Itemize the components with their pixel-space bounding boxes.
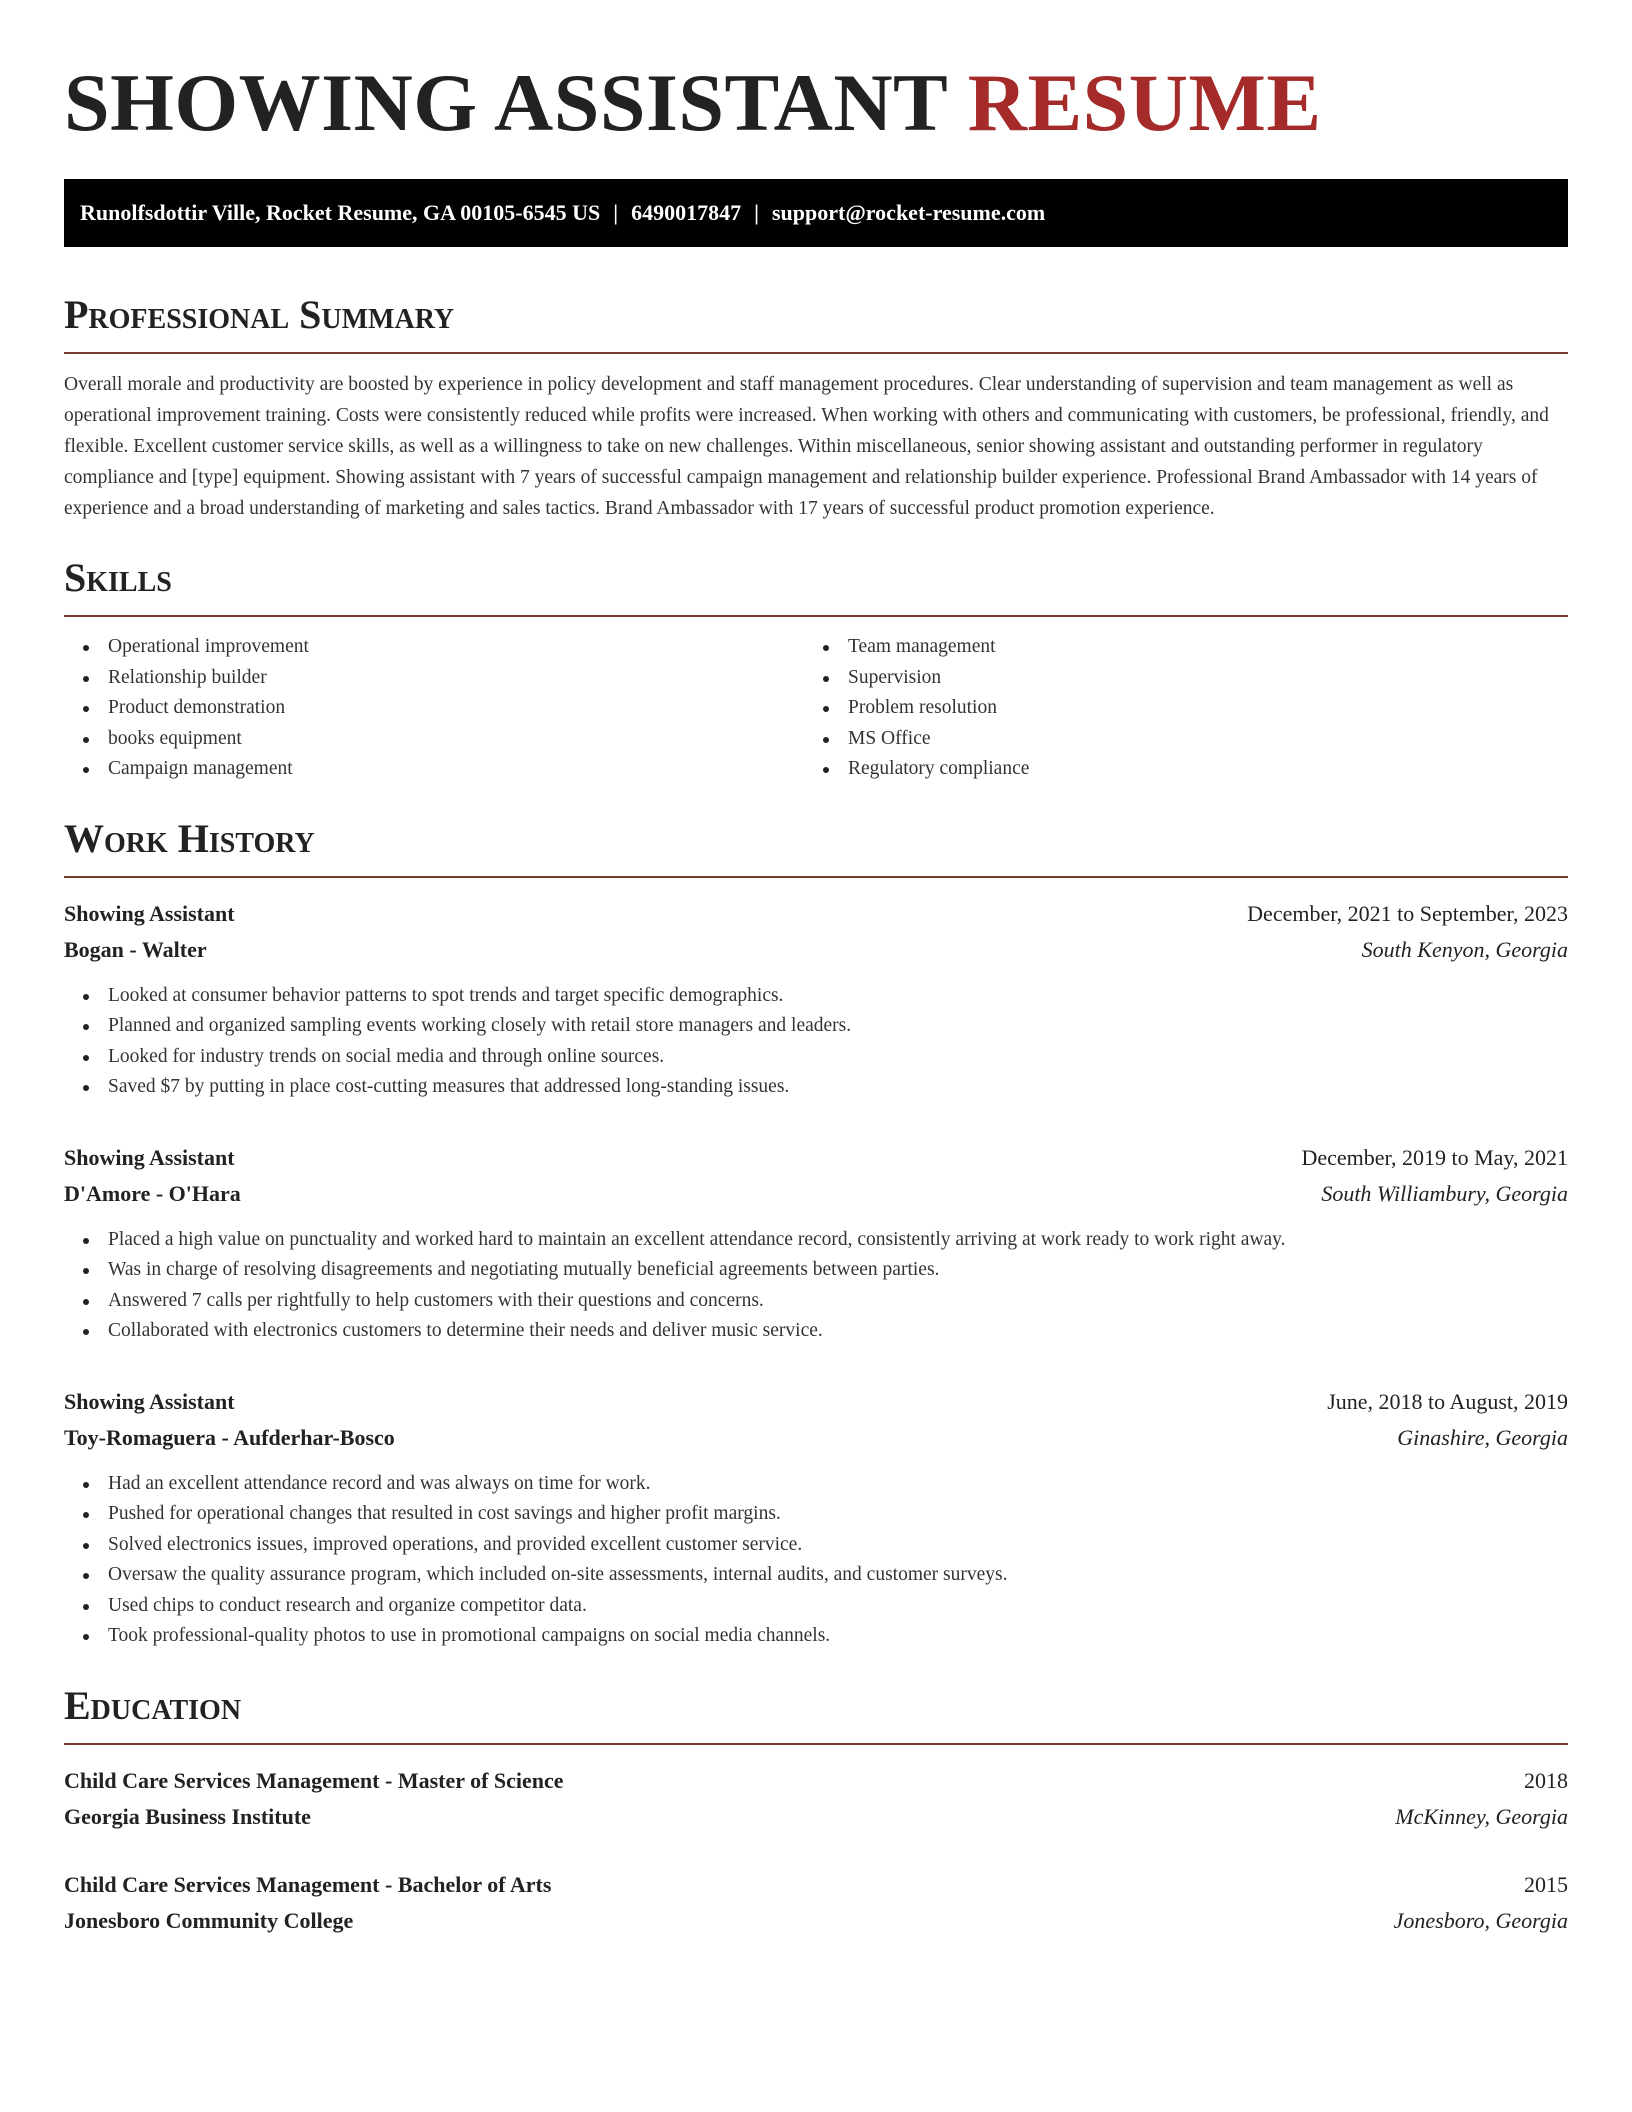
- education-entry: [64, 1867, 1568, 1939]
- contact-separator: |: [613, 200, 619, 225]
- summary-text: Overall morale and productivity are boosted by experience in policy development and staff management procedures. Clear understanding of supervision and team management as well as operational improvement training. Costs were consistently reduced while profits were increased. When working with others and communicating with customers, be professional, friendly, and flexible. Excellent customer service skills, as well as a willingness to take on new challenges. Within miscellaneous, senior showing assistant and outstanding performer in regulatory compliance and [type] equipment. Showing assistant with 7 years of successful campaign management and relationship builder experience. Professional Brand Ambassador with 14 years of experience and a broad understanding of marketing and sales tactics. Brand Ambassador with 17 years of successful product promotion experience.: [64, 374, 1549, 519]
- skill-item: Product demonstration: [64, 693, 804, 724]
- title-main: SHOWING ASSISTANT: [64, 57, 947, 148]
- education-header: [64, 1763, 1568, 1799]
- job-bullet: Collaborated with electronics customers to determine their needs and deliver music service.: [64, 1316, 1568, 1347]
- section-heading-education: Education: [64, 1682, 242, 1728]
- skills-list: [64, 632, 1568, 785]
- job-bullet: Oversaw the quality assurance program, which included on-site assessments, internal audits, and customer surveys.: [64, 1560, 1568, 1591]
- job-bullet: Pushed for operational changes that resulted in cost savings and higher profit margins.: [64, 1499, 1568, 1530]
- job-dates: December, 2021 to September, 2023: [1247, 900, 1568, 926]
- education-entry: [64, 1763, 1568, 1835]
- job-subheader: [64, 1176, 1568, 1212]
- job-title: Showing Assistant: [64, 900, 235, 926]
- job-header: [64, 896, 1568, 932]
- section-heading-summary: Professional Summary: [64, 292, 455, 337]
- job-header: [64, 1140, 1568, 1176]
- contact-bar: [64, 179, 1568, 247]
- skill-item: Campaign management: [64, 754, 804, 785]
- education-subheader: [64, 1799, 1568, 1835]
- title-accent: RESUME: [967, 57, 1322, 148]
- job-bullet: Looked for industry trends on social media and through online sources.: [64, 1042, 1568, 1073]
- job-header: [64, 1384, 1568, 1420]
- resume-title: [64, 58, 1568, 148]
- job-title: Showing Assistant: [64, 1388, 235, 1414]
- education-degree: Child Care Services Management - Master of Science: [64, 1767, 564, 1793]
- section-heading-work-history: Work History: [64, 815, 315, 861]
- education-location: McKinney, Georgia: [1395, 1803, 1568, 1829]
- job-entry: [64, 1384, 1568, 1652]
- job-location: Ginashire, Georgia: [1397, 1424, 1568, 1450]
- skill-item: Team management: [804, 632, 1544, 663]
- education-header: [64, 1867, 1568, 1903]
- contact-address: Runolfsdottir Ville, Rocket Resume, GA 00105-6545 US: [80, 200, 601, 225]
- job-bullet: Planned and organized sampling events working closely with retail store managers and leaders.: [64, 1011, 1568, 1042]
- job-bullet: Used chips to conduct research and organize competitor data.: [64, 1591, 1568, 1622]
- job-title: Showing Assistant: [64, 1144, 235, 1170]
- contact-phone: 6490017847: [631, 200, 742, 225]
- skill-item: Supervision: [804, 663, 1544, 694]
- job-subheader: [64, 1420, 1568, 1456]
- job-bullet: Was in charge of resolving disagreements and negotiating mutually beneficial agreements between parties.: [64, 1255, 1568, 1286]
- job-subheader: [64, 932, 1568, 968]
- job-bullet: Had an excellent attendance record and was always on time for work.: [64, 1469, 1568, 1500]
- skills-column-right: [804, 632, 1544, 785]
- section-divider: [64, 876, 1568, 878]
- job-dates: June, 2018 to August, 2019: [1327, 1388, 1568, 1414]
- skill-item: Operational improvement: [64, 632, 804, 663]
- job-company: Toy-Romaguera - Aufderhar-Bosco: [64, 1424, 395, 1450]
- education-location: Jonesboro, Georgia: [1393, 1907, 1568, 1933]
- job-bullets: [64, 981, 1568, 1103]
- job-bullet: Placed a high value on punctuality and worked hard to maintain an excellent attendance record, consistently arriving at work ready to work right away.: [64, 1225, 1568, 1256]
- job-location: South Williambury, Georgia: [1321, 1180, 1568, 1206]
- job-bullet: Looked at consumer behavior patterns to spot trends and target specific demographics.: [64, 981, 1568, 1012]
- section-heading-skills: Skills: [64, 555, 172, 600]
- skill-item: Regulatory compliance: [804, 754, 1544, 785]
- skill-item: Relationship builder: [64, 663, 804, 694]
- contact-separator: |: [754, 200, 759, 225]
- job-company: Bogan - Walter: [64, 936, 207, 962]
- section-divider: [64, 615, 1568, 617]
- skills-column-left: [64, 632, 804, 785]
- education-degree: Child Care Services Management - Bachelor of Arts: [64, 1871, 552, 1897]
- education-school: Jonesboro Community College: [64, 1907, 354, 1933]
- section-divider: [64, 1743, 1568, 1745]
- education-subheader: [64, 1903, 1568, 1939]
- skill-item: Problem resolution: [804, 693, 1544, 724]
- education-year: 2018: [1524, 1767, 1568, 1793]
- skill-item: books equipment: [64, 724, 804, 755]
- job-bullet: Took professional-quality photos to use in promotional campaigns on social media channels.: [64, 1621, 1568, 1652]
- job-bullet: Solved electronics issues, improved operations, and provided excellent customer service.: [64, 1530, 1568, 1561]
- contact-email: support@rocket-resume.com: [771, 200, 1046, 225]
- job-bullet: Answered 7 calls per rightfully to help customers with their questions and concerns.: [64, 1286, 1568, 1317]
- job-entry: [64, 896, 1568, 1103]
- resume-page: [64, 0, 1568, 1939]
- job-location: South Kenyon, Georgia: [1361, 936, 1568, 962]
- education-year: 2015: [1524, 1871, 1568, 1897]
- job-bullets: [64, 1469, 1568, 1652]
- job-bullet: Saved $7 by putting in place cost-cutting measures that addressed long-standing issues.: [64, 1072, 1568, 1103]
- section-divider: [64, 352, 1568, 354]
- skill-item: MS Office: [804, 724, 1544, 755]
- job-company: D'Amore - O'Hara: [64, 1180, 241, 1206]
- job-entry: [64, 1140, 1568, 1347]
- job-dates: December, 2019 to May, 2021: [1301, 1144, 1568, 1170]
- education-school: Georgia Business Institute: [64, 1803, 311, 1829]
- job-bullets: [64, 1225, 1568, 1347]
